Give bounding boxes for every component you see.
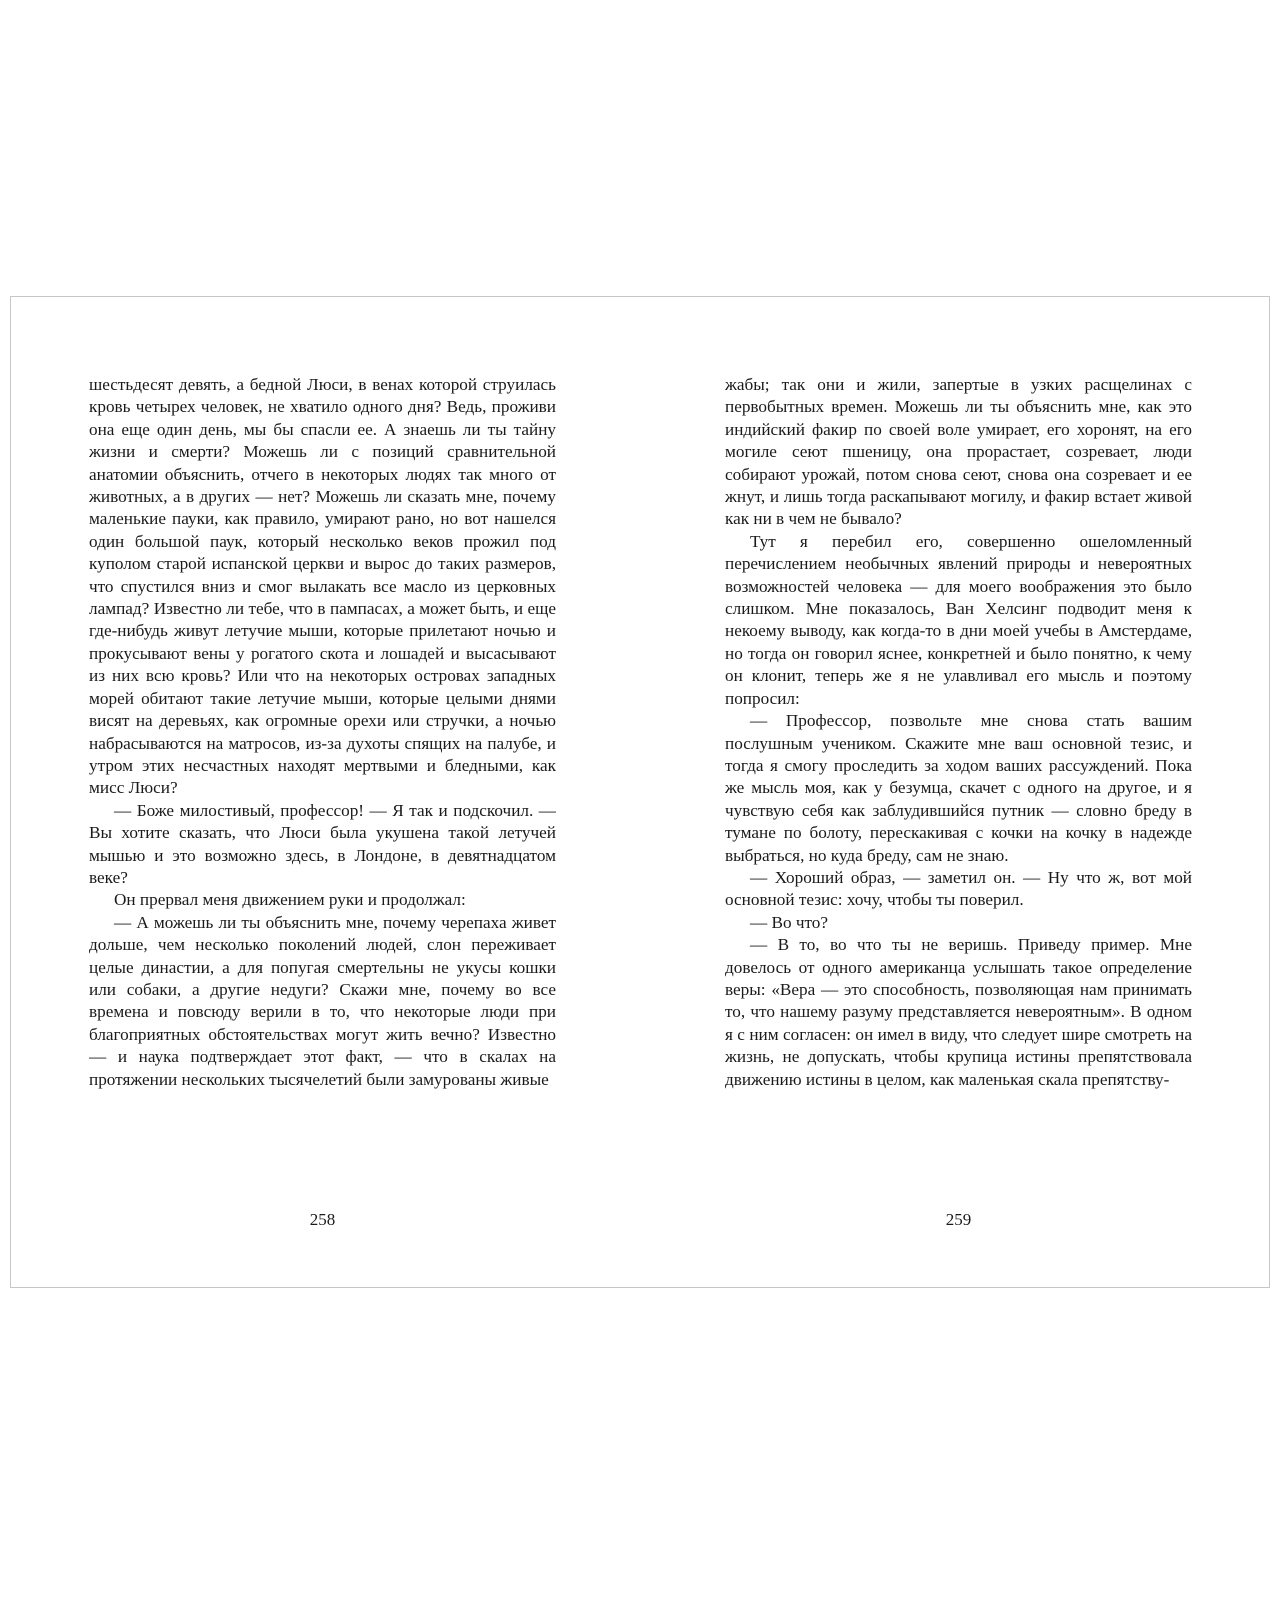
right-page-text xyxy=(725,374,1192,1184)
paragraph: — А можешь ли ты объяснить мне, почему черепаха живет дольше, чем несколько поколений людей, слон переживает целые династии, а для попугая смертельны не укусы кошки или собаки, а другие недуги? Скажи мне, почему во все времена и повсюду верили в то, что некоторые люди при благоприятных обстоятельствах могут жить вечно? Известно — и наука подтверждает этот факт, — что в скалах на протяжении нескольких тысячелетий были замурованы живые xyxy=(89,912,556,1089)
paragraph: Он прервал меня движением руки и продолжал: xyxy=(114,890,466,910)
left-page xyxy=(89,374,556,1229)
paragraph: жабы; так они и жили, запертые в узких расщелинах с первобытных времен. Можешь ли ты объяснить мне, как это индийский факир по своей воле умирает, его хоронят, на его могиле сеют пшеницу, она прорастает, созревает, люди собирают урожай, потом снова сеют, снова она созревает и ее жнут, и лишь тогда раскапывают могилу, и факир встает живой как ни в чем не бывало? xyxy=(725,375,1192,529)
book-spread xyxy=(10,296,1270,1288)
paragraph: Тут я перебил его, совершенно ошеломленный перечислением необычных явлений природы и невероятных возможностей человека — для моего воображения это было слишком. Мне показалось, Ван Хелсинг подводит меня к некоему выводу, как когда-то в дни моей учебы в Амстердаме, но тогда он говорил яснее, конкретней и было понятно, к чему он клонит, теперь же я не улавливал его мысль и поэтому попросил: xyxy=(725,531,1192,708)
left-page-text xyxy=(89,374,556,1184)
paragraph: шестьдесят девять, а бедной Люси, в венах которой струилась кровь четырех человек, не хватило одного дня? Ведь, проживи она еще один день, мы бы спасли ее. А знаешь ли ты тайну жизни и смерти? Можешь ли с позиций сравнительной анатомии объяснить, отчего в некоторых людях так много от животных, а в других — нет? Можешь ли сказать мне, почему маленькие пауки, как правило, умирают рано, но вот нашелся один большой паук, который несколько веков прожил под куполом старой испанской церкви и вырос до таких размеров, что спустился вниз и смог вылакать все масло из церковных лампад? Известно ли тебе, что в пампасах, а может быть, и еще где-нибудь живут летучие мыши, которые прилетают ночью и прокусывают вены у рогатого скота и лошадей и высасывают из них всю кровь? Или что на некоторых островах западных морей обитают такие летучие мыши, которые целыми днями висят на деревьях, как огромные орехи или стручки, а ночью набрасываются на матросов, из-за духоты спящих на палубе, и утром этих несчастных находят мертвыми и бледными, как мисс Люси? xyxy=(89,375,556,798)
paragraph: — Профессор, позвольте мне снова стать вашим послушным учеником. Скажите мне ваш основной тезис, и тогда я смогу проследить за ходом ваших рассуждений. Пока же мысль моя, как у безумца, скачет с одного на другое, и я чувствую себя как заблудившийся путник — словно бреду в тумане по болоту, перескакивая с кочки на кочку в надежде выбраться, но куда бреду, сам не знаю. xyxy=(725,711,1192,865)
paragraph: — Боже милостивый, профессор! — Я так и подскочил. — Вы хотите сказать, что Люси была укушена такой летучей мышью и это возможно здесь, в Лондоне, в девятнадцатом веке? xyxy=(89,800,556,887)
paragraph: — В то, во что ты не веришь. Приведу пример. Мне довелось от одного американца услышать такое определение веры: «Вера — это способность, позволяющая нам принимать то, что нашему разуму представляется невероятным». В одном я с ним согласен: он имел в виду, что следует шире смотреть на жизнь, не допускать, чтобы крупица истины препятствовала движению истины в целом, как маленькая скала препятству- xyxy=(725,935,1192,1089)
right-page xyxy=(725,374,1192,1229)
paragraph: — Хороший образ, — заметил он. — Ну что ж, вот мой основной тезис: хочу, чтобы ты поверил. xyxy=(725,867,1192,910)
page-number: 259 xyxy=(945,1210,972,1229)
paragraph: — Во что? xyxy=(750,912,828,932)
page-number: 258 xyxy=(309,1210,336,1229)
